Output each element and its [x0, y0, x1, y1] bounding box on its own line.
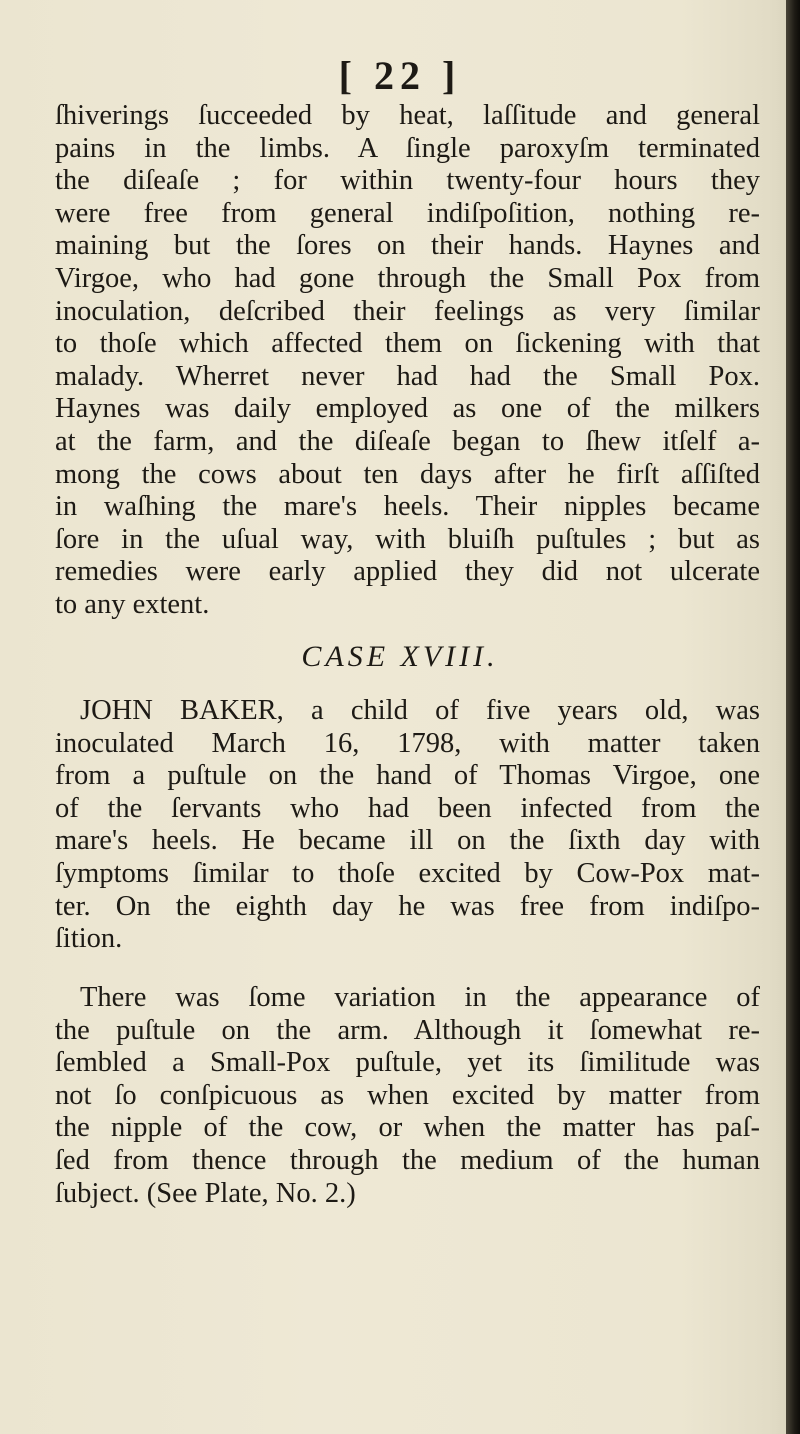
text-line: inoculation, deſcribed their feelings as very ſimilar: [55, 295, 760, 327]
text-line: at the farm, and the diſeaſe began to ſhew itſelf a-: [55, 425, 760, 457]
text-line: from a puſtule on the hand of Thomas Virgoe, one: [55, 760, 760, 792]
paragraph-2: [55, 695, 760, 956]
text-line: JOHN BAKER, a child of five years old, was: [80, 695, 760, 726]
text-line: remedies were early applied they did not ulcerate: [55, 556, 760, 588]
text-line: not ſo conſpicuous as when excited by matter from: [55, 1079, 760, 1111]
text-line: ſubject. (See Plate, No. 2.): [55, 1177, 356, 1209]
paragraph-3: [55, 982, 760, 1210]
text-line: the puſtule on the arm. Although it ſomewhat re-: [55, 1014, 760, 1046]
text-line: in waſhing the mare's heels. Their nipples became: [55, 491, 760, 523]
text-line: pains in the limbs. A ſingle paroxyſm terminated: [55, 132, 760, 164]
text-line: ter. On the eighth day he was free from indiſpo-: [55, 890, 760, 922]
text-line: ſed from thence through the medium of the human: [55, 1144, 760, 1176]
text-line: ſore in the uſual way, with bluiſh puſtules ; but as: [55, 523, 760, 555]
text-line: ſhiverings ſucceeded by heat, laſſitude and general: [55, 100, 760, 131]
text-line: Virgoe, who had gone through the Small Pox from: [55, 262, 760, 294]
text-line: ſymptoms ſimilar to thoſe excited by Cow-Pox mat-: [55, 857, 760, 889]
case-heading: CASE XVIII.: [301, 640, 499, 673]
text-line: mong the cows about ten days after he firſt aſſiſted: [55, 458, 760, 490]
text-line: Haynes was daily employed as one of the milkers: [55, 393, 760, 425]
page-number: [ 22 ]: [338, 53, 462, 98]
text-line: malady. Wherret never had had the Small Pox.: [55, 360, 760, 392]
paragraph-1-lines: [55, 100, 760, 622]
page-edge-shadow: [786, 0, 800, 1434]
text-line: ſition.: [55, 923, 123, 955]
text-line: to any extent.: [55, 588, 210, 620]
text-line: were free from general indiſpoſition, nothing re-: [55, 197, 760, 229]
text-line: the nipple of the cow, or when the matter has paſ-: [55, 1112, 760, 1144]
text-line: ſembled a Small-Pox puſtule, yet its ſimilitude was: [55, 1047, 760, 1079]
text-line: maining but the ſores on their hands. Haynes and: [55, 230, 760, 262]
text-line: the diſeaſe ; for within twenty-four hours they: [55, 165, 760, 197]
text-line: of the ſervants who had been infected from the: [55, 792, 760, 824]
text-line: inoculated March 16, 1798, with matter taken: [55, 727, 760, 759]
text-line: There was ſome variation in the appearance of: [80, 982, 760, 1013]
text-line: mare's heels. He became ill on the ſixth day with: [55, 825, 760, 857]
text-line: to thoſe which affected them on ſickening with that: [55, 328, 760, 360]
